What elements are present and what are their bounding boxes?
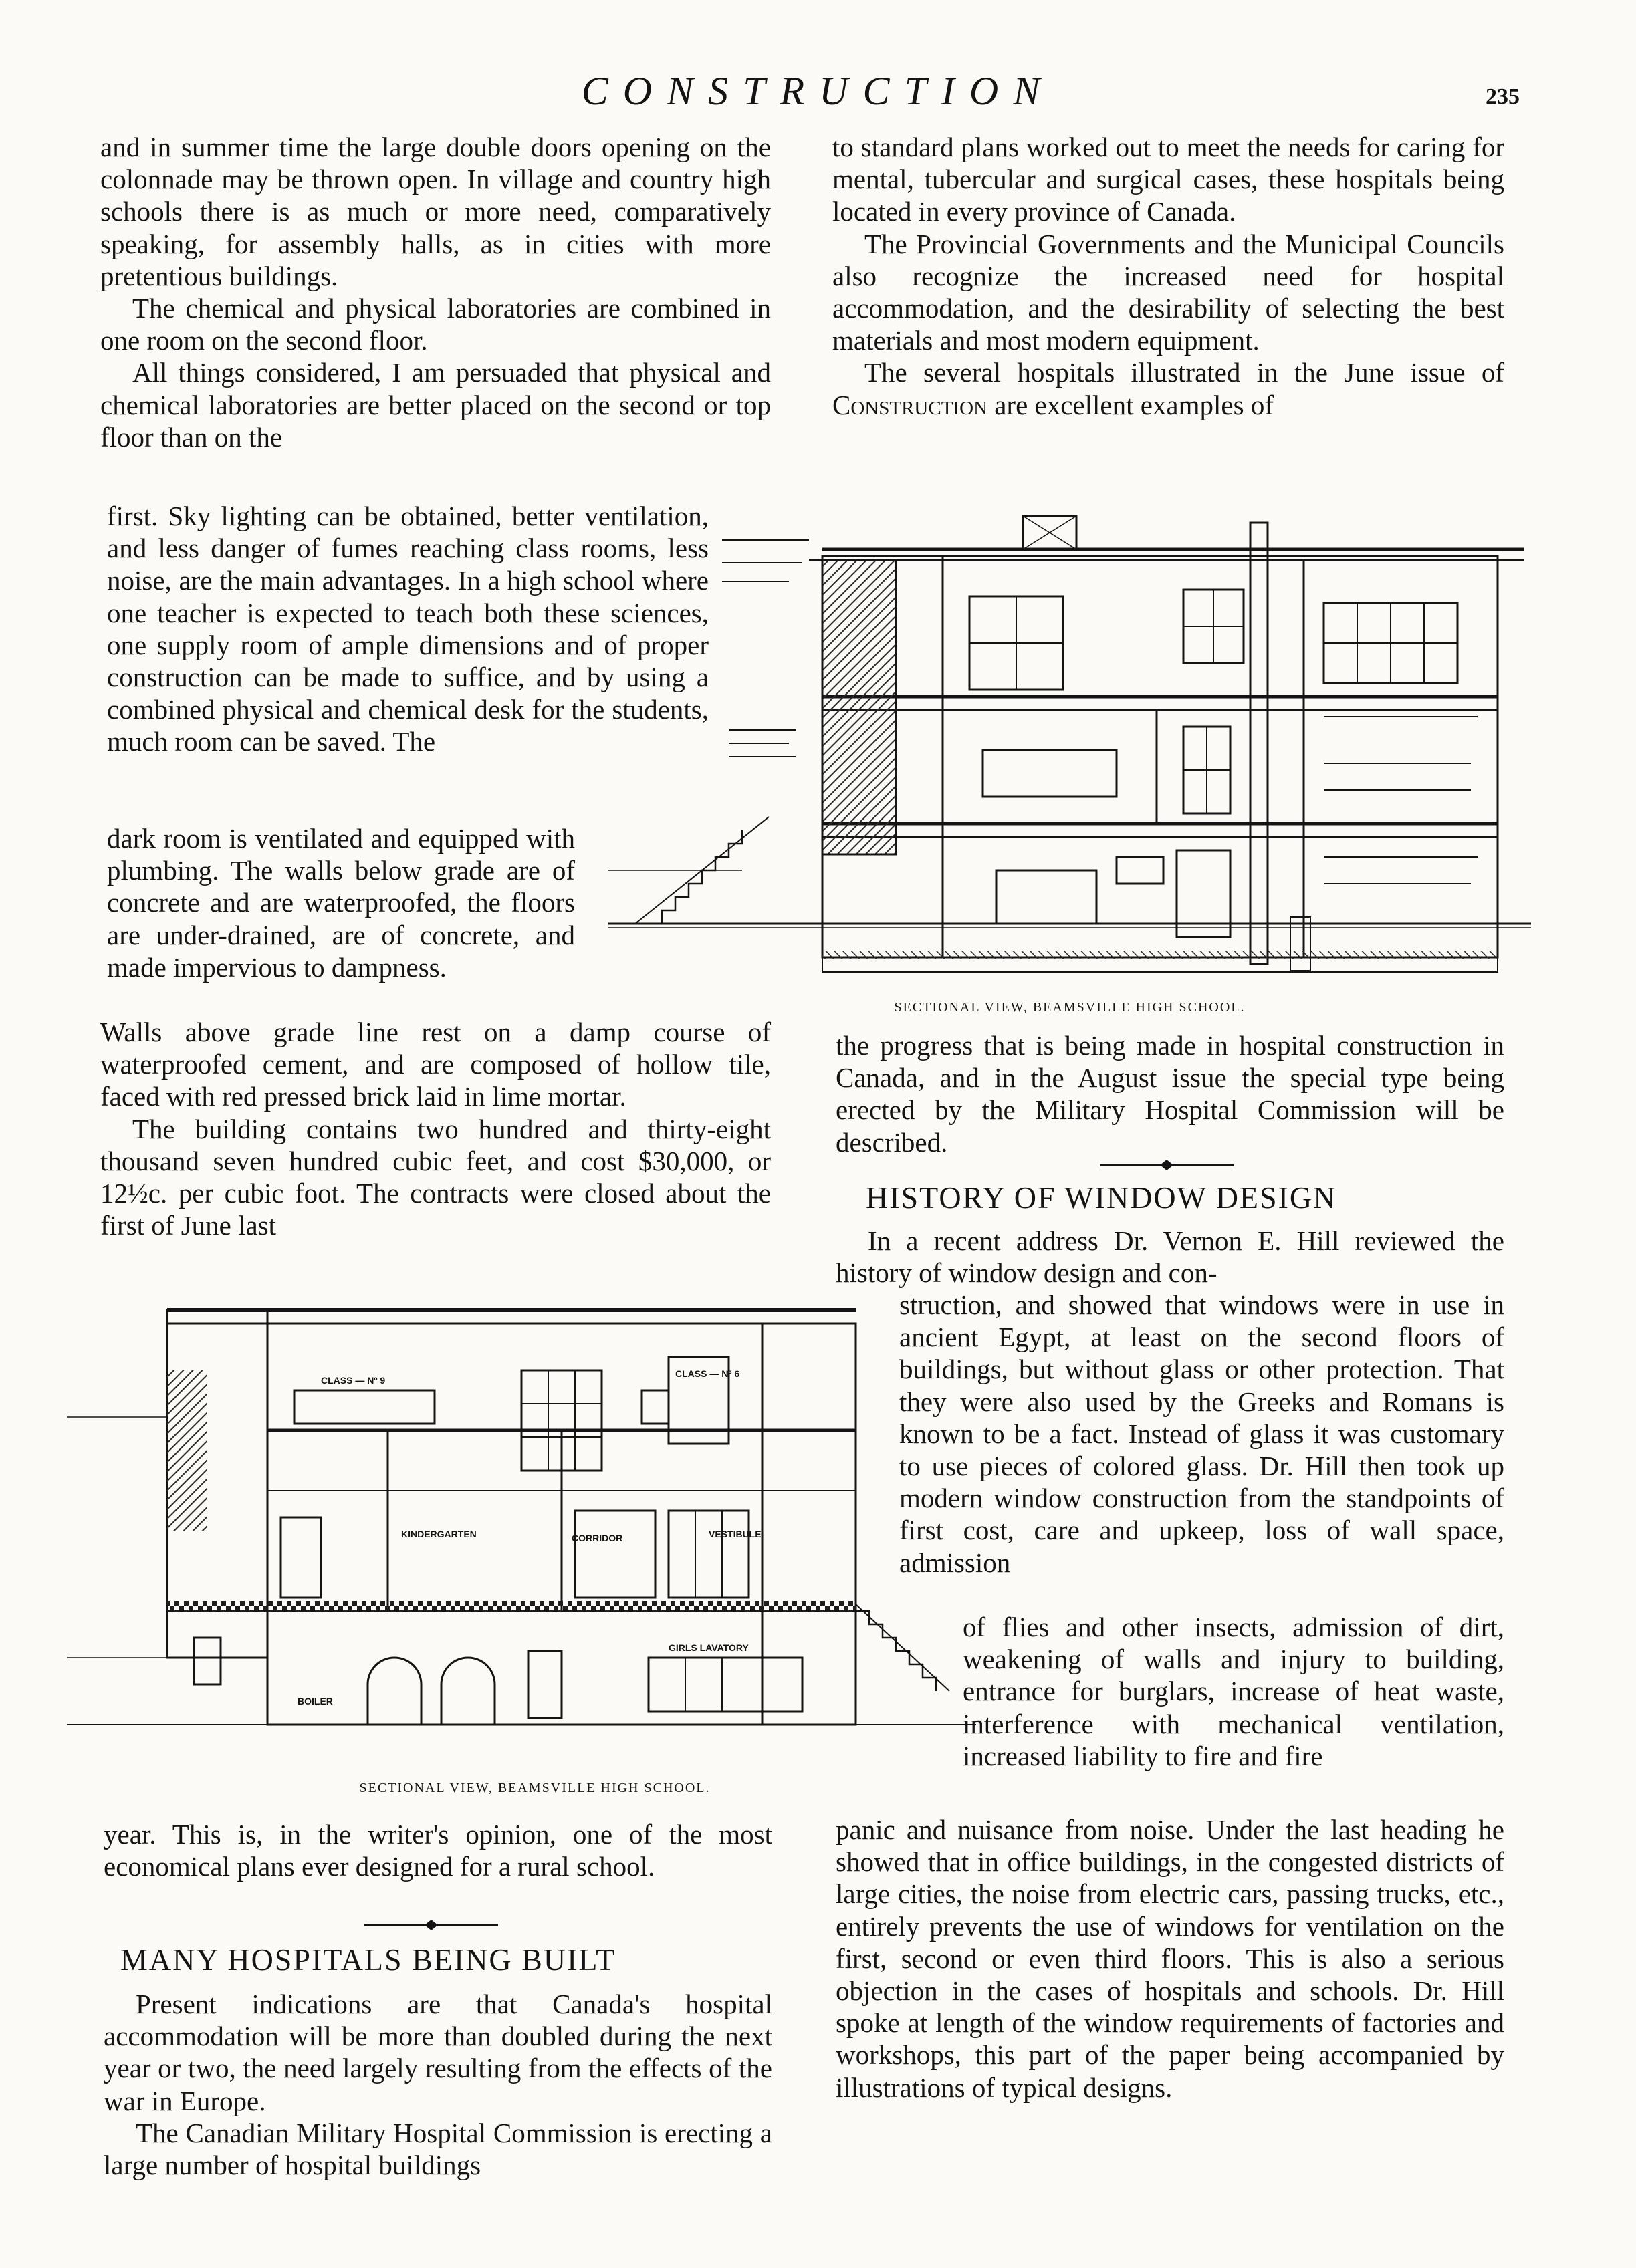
section-divider-ornament (364, 1918, 498, 1932)
paragraph: In a recent address Dr. Vernon E. Hill reviewed the history of window design and con- (836, 1225, 1504, 1289)
label-class-6: CLASS — Nº 6 (675, 1368, 740, 1379)
paragraph: The building contains two hundred and thirty-eight thousand seven hundred cubic feet, and cost $30,000, or 12½c. per cubic foot. The contracts were closed about the first of June last (100, 1113, 771, 1241)
paragraph: to standard plans worked out to meet the needs for caring for mental, tubercular and surgical cases, these hospitals being located in every province of Canada. (832, 132, 1504, 227)
paragraph: The Provincial Governments and the Municipal Councils also recognize the increased need for hospital accommodation, and the desirability of selecting the best materials and most modern equipment. (832, 228, 1504, 356)
col2-top-text (832, 131, 1504, 421)
label-girls-lavatory: GIRLS LAVATORY (669, 1642, 749, 1653)
running-header-title: CONSTRUCTION (581, 69, 1055, 113)
window-text-c (963, 1611, 1504, 1772)
col2-mid-text (836, 1029, 1504, 1158)
hospitals-text (104, 1988, 772, 2181)
window-heading: HISTORY OF WINDOW DESIGN (866, 1180, 1337, 1215)
paragraph: of flies and other insects, admission of dirt, weakening of walls and injury to building, entrance for burglars, increase of heat waste, interference with mechanical ventilation, increased liability to fire and fire (963, 1612, 1504, 1771)
col1-narrow-text (107, 822, 575, 983)
paragraph: panic and nuisance from noise. Under the last heading he showed that in office buildings, in the congested districts of large cities, the noise from electric cars, passing trucks, etc., entirely prevents the use of windows for ventilation on the first, second or even third floors. This is also a serious objection in the cases of hospitals and schools. Dr. Hill spoke at length of the window requirements of factories and workshops, this part of the paper being accompanied by illustrations of typical designs. (836, 1814, 1504, 2103)
col1-after-figure-text (104, 1818, 772, 1882)
window-text-d (836, 1813, 1504, 2104)
bottom-figure-caption: SECTIONAL VIEW, BEAMSVILLE HIGH SCHOOL. (359, 1781, 711, 1795)
top-figure-caption: SECTIONAL VIEW, BEAMSVILLE HIGH SCHOOL. (894, 1000, 1246, 1015)
paragraph: struction, and showed that windows were in use in ancient Egypt, at least on the second floors of buildings, but without glass or other protection. That they were also used by the Greeks and Romans is known to be a fact. Instead of glass it was customary to use pieces of colored glass. Dr. Hill then took up modern window construction from the standpoints of first cost, care and upkeep, loss of wall space, admission (899, 1289, 1504, 1578)
paragraph: Present indications are that Canada's hospital accommodation will be more than doubled during the next year or two, the need largely resulting from the effects of the war in Europe. (104, 1989, 772, 2116)
label-vestibule: VESTIBULE (709, 1529, 762, 1539)
window-text-a (836, 1225, 1504, 1289)
page-number: 235 (1486, 84, 1520, 109)
paragraph: and in summer time the large double doors opening on the colonnade may be thrown open. In village and country high schools there is as much or more need, comparatively speaking, for assembly halls, as in cities with more pretentious buildings. (100, 132, 771, 291)
label-corridor: CORRIDOR (572, 1533, 623, 1543)
label-kindergarten: KINDERGARTEN (401, 1529, 477, 1539)
paragraph: Walls above grade line rest on a damp course of waterproofed cement, and are composed of hollow tile, faced with red pressed brick laid in lime mortar. (100, 1017, 771, 1112)
col1-top-text (100, 131, 771, 453)
label-boiler: BOILER (298, 1696, 333, 1707)
label-class-9: CLASS — Nº 9 (321, 1375, 386, 1386)
paragraph: the progress that is being made in hospital construction in Canada, and in the August issue the special type being erected by the Military Hospital Commission will be described. (836, 1030, 1504, 1158)
paragraph: The several hospitals illustrated in the June issue of Construction are excellent examples of (832, 357, 1504, 420)
paragraph: year. This is, in the writer's opinion, one of the most economical plans ever designed for a rural school. (104, 1819, 772, 1882)
bottom-sectional-drawing (67, 1297, 976, 1778)
top-sectional-drawing (608, 496, 1531, 1004)
paragraph: All things considered, I am persuaded that physical and chemical laboratories are better placed on the second or top floor than on the (100, 357, 771, 453)
col1-mid-text (100, 1016, 771, 1241)
window-text-b (899, 1289, 1504, 1579)
section-divider-ornament (1100, 1158, 1234, 1172)
paragraph: The chemical and physical laboratories are combined in one room on the second floor. (100, 293, 771, 356)
paragraph: The Canadian Military Hospital Commission is erecting a large number of hospital buildings (104, 2117, 772, 2181)
hospitals-heading: MANY HOSPITALS BEING BUILT (120, 1942, 616, 1977)
paragraph: first. Sky lighting can be obtained, better ventilation, and less danger of fumes reaching class rooms, less noise, are the main advantages. In a high school where one teacher is expected to teach both these sciences, one supply room of ample dimensions and of proper construction can be made to suffice, and by using a combined physical and chemical desk for the students, much room can be saved. The (107, 501, 709, 757)
paragraph: dark room is ventilated and equipped with plumbing. The walls below grade are of concrete and are waterproofed, the floors are under-drained, are of concrete, and made impervious to dampness. (107, 823, 575, 983)
